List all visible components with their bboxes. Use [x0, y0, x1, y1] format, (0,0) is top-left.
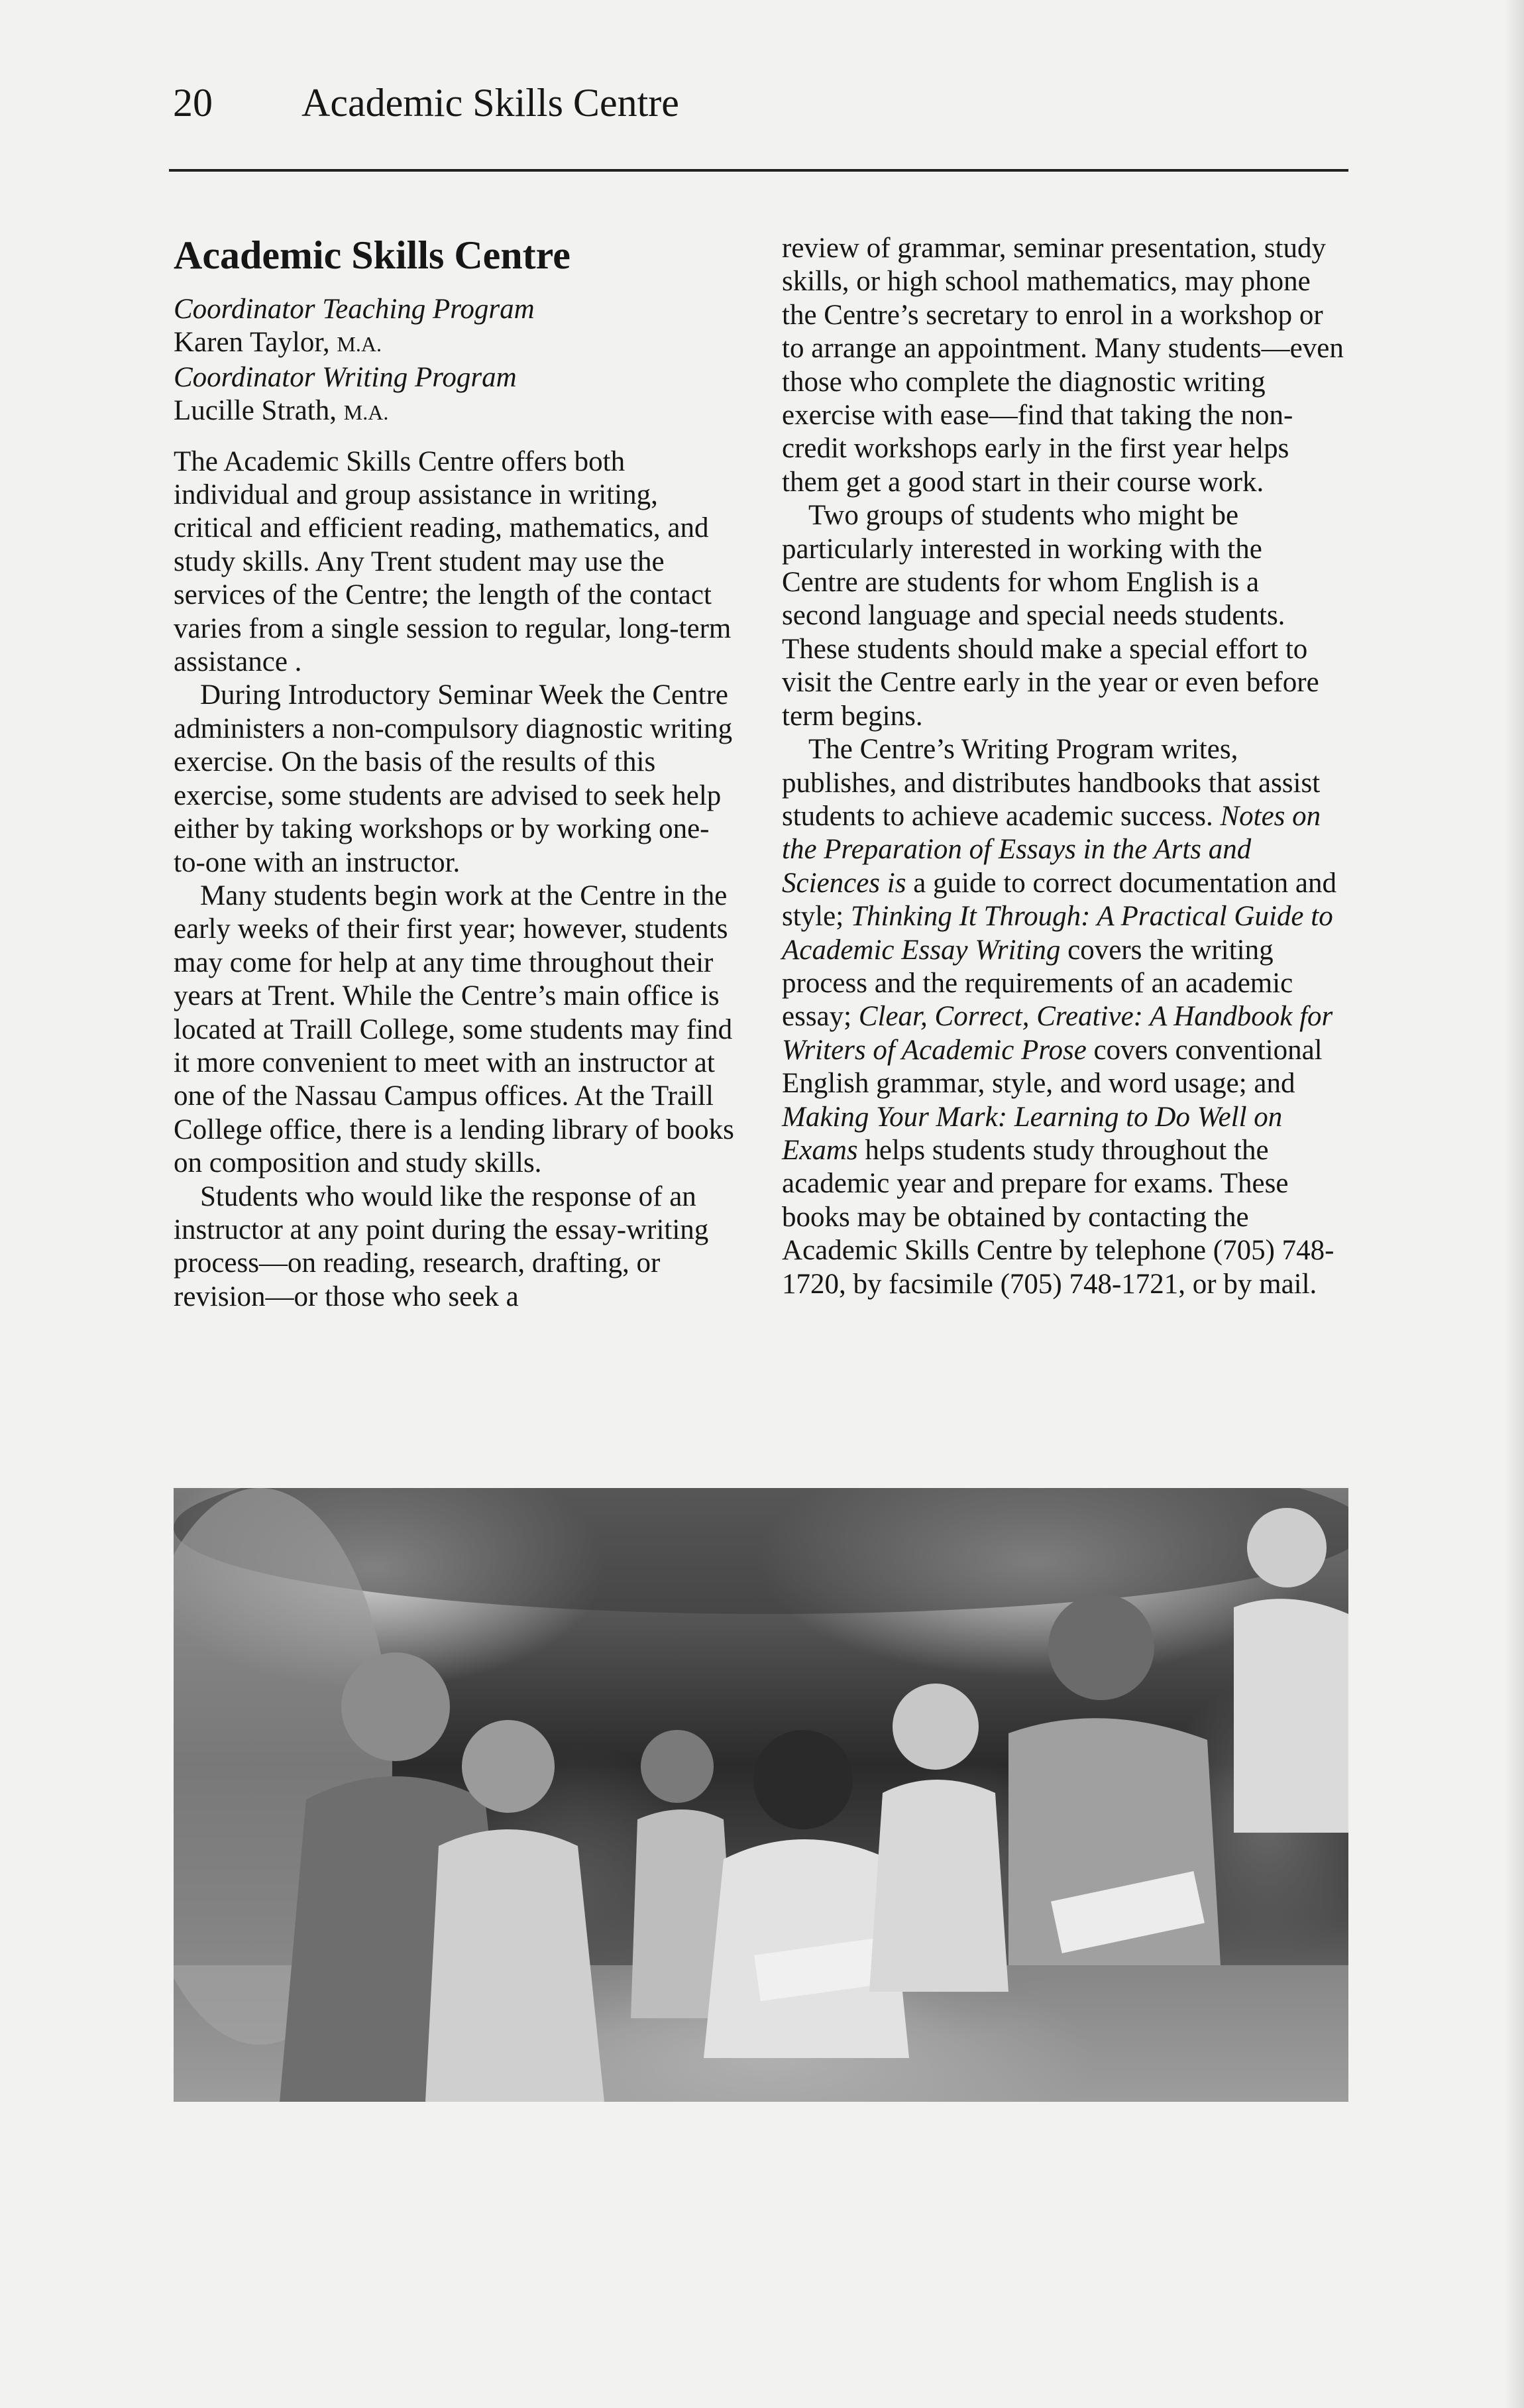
staff-degree: M.A.: [337, 332, 382, 357]
left-column: [174, 232, 737, 1314]
staff-degree: M.A.: [343, 400, 389, 425]
right-column: [782, 232, 1345, 1301]
staff-name-text: Lucille Strath,: [174, 395, 337, 427]
body-paragraph: Students who would like the response of an instructor at any point during the essay-writing process—on reading, research, drafting, or revision—or those who seek a: [174, 1180, 709, 1312]
staff-role: Coordinator Writing Program: [174, 361, 517, 393]
book-title: Notes on the Preparation of Essays in the Arts and Sciences is: [782, 800, 1321, 899]
page-number: 20: [173, 81, 213, 125]
book-title: Thinking It Through: A Practical Guide to Academic Essay Writing: [782, 901, 1333, 966]
text-run: covers the writing process and the requirements of an academic essay;: [782, 934, 1293, 1033]
body-paragraph-handbooks: [782, 733, 1345, 1301]
text-run: a guide to correct documentation and style;: [782, 867, 1336, 933]
body-paragraph: During Introductory Seminar Week the Centre administers a non-compulsory diagnostic writing exercise. On the basis of the results of this exercise, some students are advised to seek help either by taking workshops or by working one-to-one with an instructor.: [174, 679, 733, 878]
students-photo: [174, 1488, 1348, 2102]
book-title: Clear, Correct, Creative: A Handbook for Writers of Academic Prose: [782, 1001, 1333, 1066]
running-title: Academic Skills Centre: [301, 81, 679, 125]
text-run: covers conventional English grammar, style, and word usage; and: [782, 1034, 1323, 1100]
staff-name: [174, 326, 737, 361]
page-header: [169, 70, 1348, 172]
section-title: Academic Skills Centre: [174, 233, 571, 277]
page-edge: [1504, 0, 1524, 2408]
staff-role: Coordinator Teaching Program: [174, 294, 535, 325]
photo-illustration: [174, 1488, 1348, 2102]
body-paragraph: review of grammar, seminar presentation, study skills, or high school mathematics, may phone the Centre’s secretary to enrol in a workshop or to arrange an appointment. Many students—even those who complete the diagnostic writing exercise with ease—find that taking the non-credit workshops early in the first year helps them get a good start in their course work.: [782, 233, 1344, 498]
body-paragraph: The Academic Skills Centre offers both individual and group assistance in writing, critical and efficient reading, mathematics, and study skills. Any Trent student may use the services of the Centre; the length of the contact varies from a single session to regular, long-term assistance .: [174, 445, 732, 678]
body-paragraph: Two groups of students who might be particularly interested in working with the Centre are students for whom English is a second language and special needs students. These students should make a special effort to visit the Centre early in the year or even before term begins.: [782, 500, 1319, 732]
book-title: Making Your Mark: Learning to Do Well on Exams: [782, 1101, 1283, 1166]
text-run: helps students study throughout the academic year and prepare for exams. These books may be obtained by contacting the Academic Skills Centre by telephone (705) 748-1720, by facsimile (705) 748-1721, or by mail.: [782, 1134, 1334, 1300]
body-paragraph: Many students begin work at the Centre in the early weeks of their first year; however, students may come for help at any time throughout their years at Trent. While the Centre’s main office is located at Traill College, some students may find it more convenient to meet with an instructor at one of the Nassau Campus offices. At the Traill College office, there is a lending library of books on composition and study skills.: [174, 880, 734, 1179]
text-run: The Centre’s Writing Program writes, publishes, and distributes handbooks that assist students to achieve academic success.: [782, 734, 1321, 832]
staff-name: [174, 394, 737, 429]
staff-list: [174, 293, 737, 430]
staff-name-text: Karen Taylor,: [174, 327, 330, 359]
